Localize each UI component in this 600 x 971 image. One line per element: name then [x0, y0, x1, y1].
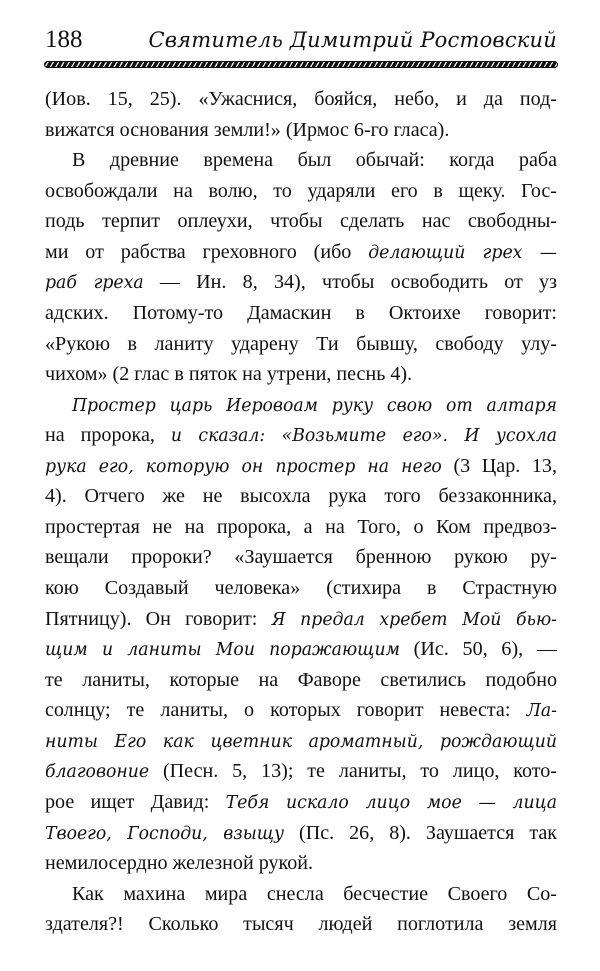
italic-quote: раб греха — [45, 273, 144, 294]
text-line — [45, 298, 557, 329]
text-line — [45, 756, 557, 787]
text-segment: — Ин. 8, 34), чтобы освободить от уз — [143, 271, 557, 294]
text-line — [45, 695, 557, 726]
page-number: 188 — [45, 26, 83, 53]
italic-quote: Ла- — [526, 701, 557, 722]
text-line — [45, 176, 557, 207]
rope-divider — [44, 61, 558, 68]
text-segment: Пятницу). Он говорит: — [45, 607, 272, 630]
text-line — [45, 909, 557, 940]
text-segment: те ланиты, которые на Фаворе светились подобно — [45, 668, 557, 691]
text-segment: 4). Отчего же не высохла рука того беззаконника, — [45, 485, 557, 508]
text-segment: подь терпит оплеухи, чтобы сделать нас свободны- — [45, 210, 557, 233]
text-segment: ми от рабства греховного (ибо — [45, 240, 369, 263]
italic-quote: и сказал: «Возьмите его». И усохла — [170, 426, 557, 447]
body-text — [45, 84, 557, 940]
text-line — [45, 390, 557, 421]
text-segment: чихом» (2 глас в пяток на утрени, песнь 4). — [45, 363, 413, 386]
text-line — [45, 542, 557, 573]
text-segment: (3 Цар. 13, — [441, 454, 557, 477]
text-line — [45, 634, 557, 665]
text-line — [45, 665, 557, 696]
text-line — [45, 206, 557, 237]
italic-quote: Тебя искало лицо мое — лица — [225, 792, 558, 813]
text-line — [45, 604, 557, 635]
text-line — [45, 329, 557, 360]
text-segment: (Пс. 26, 8). Заушается так — [284, 821, 557, 844]
italic-quote: Я предал хребет Мой бью- — [271, 609, 557, 630]
text-segment: (Иов. 15, 25). «Ужаснися, бояйся, небо, и да под- — [45, 88, 557, 110]
text-segment: адских. Потому-то Дамаскин в Октоихе говорит: — [45, 301, 557, 324]
text-line — [45, 818, 557, 849]
text-segment: солнцу; те ланиты, о которых говорит невеста: — [45, 699, 527, 722]
text-segment: на пророка, — [45, 424, 171, 447]
text-line — [45, 787, 557, 818]
text-segment: «Рукою в ланиту ударену Ти бывшу, свободу улу- — [45, 332, 557, 355]
text-segment: освобождали на волю, то ударяли его в щеку. Гос- — [45, 179, 557, 202]
text-line — [45, 359, 557, 390]
text-line — [45, 145, 557, 176]
text-segment: (Песн. 5, 13); те ланиты, то лицо, кото- — [149, 760, 557, 783]
text-line — [45, 481, 557, 512]
text-line — [45, 115, 557, 146]
text-line — [45, 237, 557, 268]
text-line — [45, 420, 557, 451]
italic-quote: рука его, которую он простер на него — [45, 456, 442, 477]
text-segment: В древние времена был обычай: когда раба — [72, 149, 557, 172]
page-header — [45, 22, 557, 58]
text-line — [45, 451, 557, 482]
text-segment: вижатся основания земли!» (Ирмос 6-го гласа). — [45, 118, 450, 141]
text-line — [45, 267, 557, 298]
text-line — [45, 848, 557, 879]
text-line — [45, 879, 557, 910]
italic-quote: ниты Его как цветник ароматный, рождающий — [45, 731, 557, 752]
text-segment: (Ис. 50, 6), — — [399, 638, 557, 661]
running-title: Святитель Димитрий Ростовский — [148, 28, 557, 52]
italic-quote: щим и ланиты Мои поражающим — [45, 640, 400, 661]
italic-quote: Твоего, Господи, взыщу — [45, 823, 285, 844]
text-line — [45, 84, 557, 115]
text-line — [45, 512, 557, 543]
text-segment: кою Создавый человека» (стихира в Страстную — [45, 577, 557, 599]
text-segment: рое ищет Давид: — [45, 790, 226, 813]
text-segment: простертая не на пророка, а на Того, о Ком предвоз- — [45, 515, 557, 538]
text-segment: Как махина мира снесла бесчестие Своего Со- — [72, 882, 557, 905]
italic-quote: делающий грех — — [368, 242, 557, 263]
text-segment: немилосердно железной рукой. — [45, 852, 314, 875]
italic-quote: благовоние — [45, 762, 150, 783]
italic-quote: Простер царь Иеровоам руку свою от алтаря — [72, 395, 557, 416]
text-segment: здателя?! Сколько тысяч людей поглотила земля — [45, 913, 557, 936]
text-line — [45, 726, 557, 757]
text-line — [45, 573, 557, 604]
text-segment: вещали пророки? «Заушается бренною рукою ру- — [45, 546, 557, 569]
